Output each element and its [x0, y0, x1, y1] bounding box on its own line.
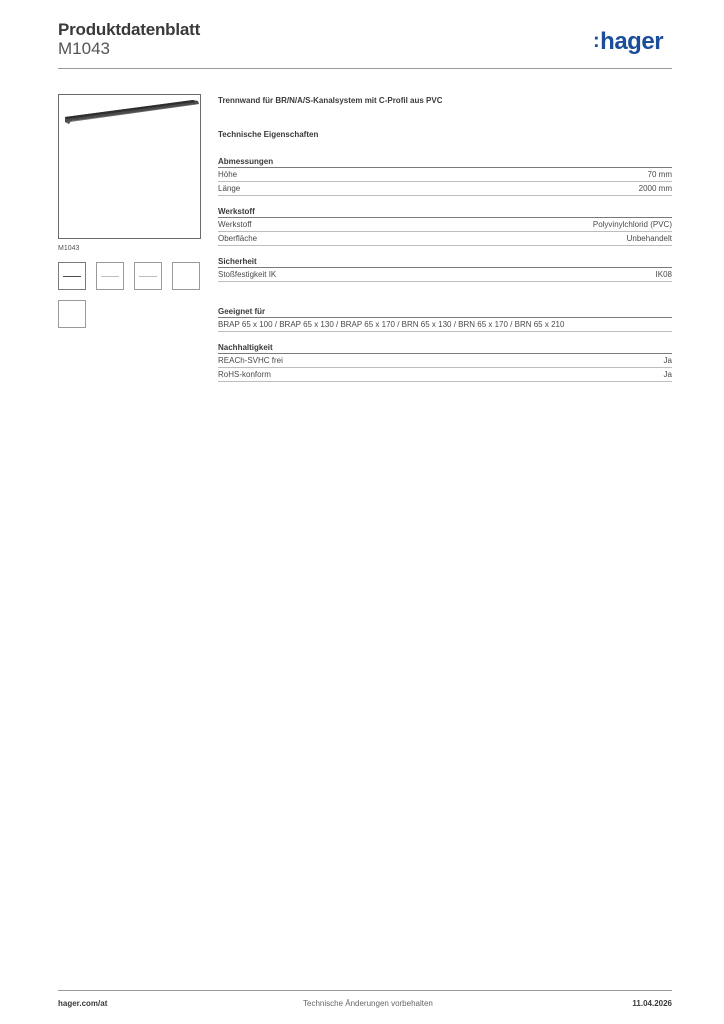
property-value: IK08 [655, 270, 672, 279]
property-value: Ja [663, 370, 672, 379]
property-label: Länge [218, 184, 241, 193]
image-caption: M1043 [58, 245, 80, 252]
property-row [218, 168, 672, 182]
property-row [218, 218, 672, 232]
property-row [218, 232, 672, 246]
footer-date: 11.04.2026 [632, 999, 672, 1008]
property-label: Höhe [218, 170, 238, 179]
property-row [218, 182, 672, 196]
property-value: Ja [663, 356, 672, 365]
section-title: Geeignet für [218, 307, 672, 318]
logo-text: hager [600, 28, 664, 55]
section-title: Abmessungen [218, 157, 672, 168]
product-image[interactable] [58, 94, 201, 239]
product-description: Trennwand für BR/N/A/S-Kanalsystem mit C-Profil aus PVC [218, 96, 443, 105]
thumbnail-line [101, 276, 119, 277]
footer-divider [58, 990, 672, 991]
thumbnail-5[interactable] [58, 300, 86, 328]
suitable-section [218, 307, 672, 332]
product-code: M1043 [58, 39, 110, 58]
property-value: Polyvinylchlorid (PVC) [592, 220, 672, 229]
thumbnail-line [139, 276, 157, 277]
dimensions-section [218, 157, 672, 196]
property-value: Unbehandelt [626, 234, 672, 243]
product-profile-icon [59, 95, 202, 240]
property-row [218, 368, 672, 382]
property-label: REACh-SVHC frei [218, 356, 283, 365]
header-divider [58, 68, 672, 69]
sustainability-section [218, 343, 672, 382]
product-details [218, 96, 672, 393]
safety-section [218, 257, 672, 282]
thumbnail-2[interactable] [96, 262, 124, 290]
footer-notice: Technische Änderungen vorbehalten [303, 999, 433, 1008]
property-label: Werkstoff [218, 220, 252, 229]
material-section [218, 207, 672, 246]
thumbnail-3[interactable] [134, 262, 162, 290]
thumbnail-4[interactable] [172, 262, 200, 290]
property-label: Oberfläche [218, 234, 258, 243]
hager-logo[interactable] [593, 28, 663, 56]
thumbnail-1[interactable] [58, 262, 86, 290]
thumbnail-line [63, 276, 81, 277]
section-title: Sicherheit [218, 257, 672, 268]
property-value: 2000 mm [638, 184, 672, 193]
property-value: 70 mm [647, 170, 672, 179]
property-label: Stoßfestigkeit IK [218, 270, 277, 279]
property-label: RoHS-konform [218, 370, 271, 379]
properties-heading: Technische Eigenschaften [218, 130, 319, 139]
property-row [218, 268, 672, 282]
footer-website-link[interactable]: hager.com/at [58, 999, 108, 1008]
suitable-products: BRAP 65 x 100 / BRAP 65 x 130 / BRAP 65 x 170 / BRN 65 x 130 / BRN 65 x 170 / BRN 65 x 210 [218, 318, 672, 332]
logo-colon: : [593, 30, 600, 52]
property-row [218, 354, 672, 368]
section-title: Nachhaltigkeit [218, 343, 672, 354]
page-title: Produktdatenblatt [58, 20, 201, 39]
section-title: Werkstoff [218, 207, 672, 218]
